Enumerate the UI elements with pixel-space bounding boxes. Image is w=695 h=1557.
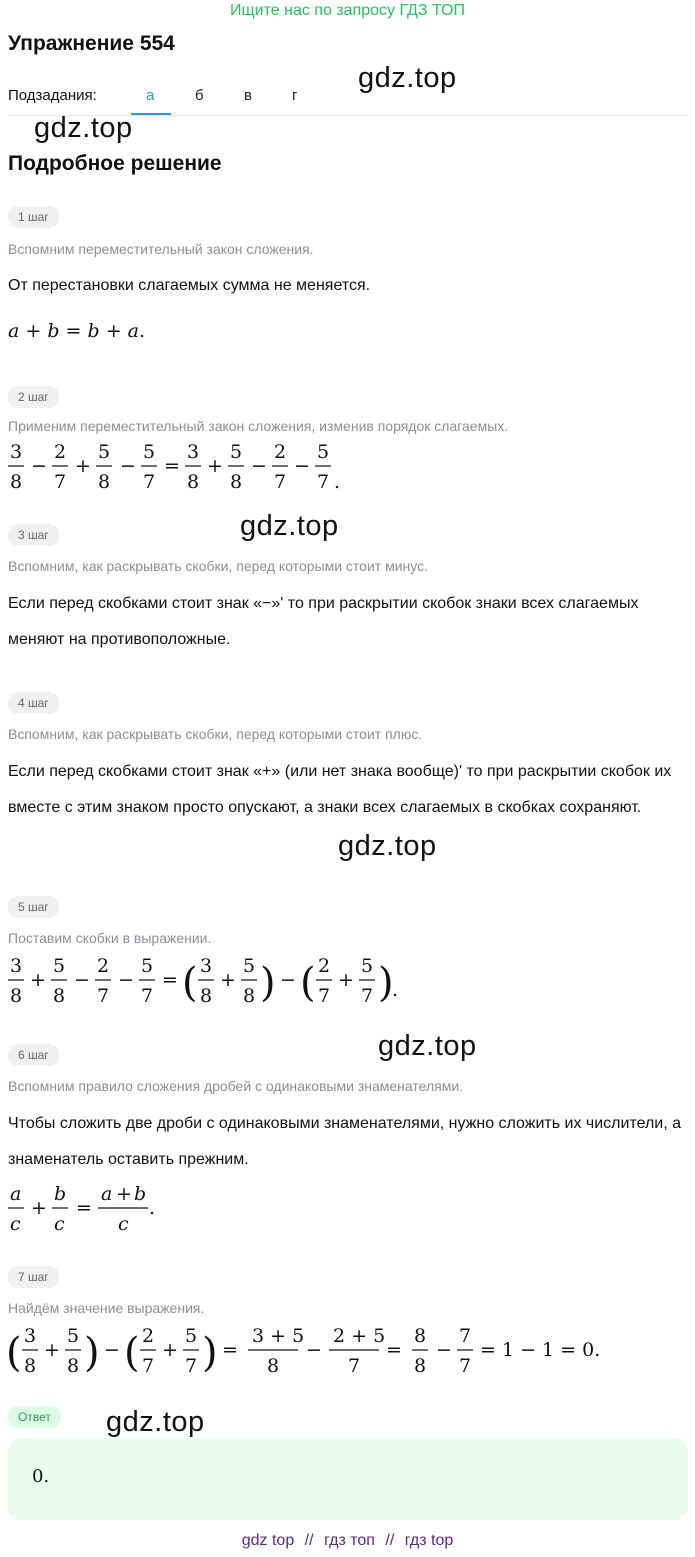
svg-text:(: ( (182, 960, 198, 1006)
answer-box (8, 1438, 688, 1520)
step-text: Чтобы сложить две дроби с одинаковыми знаменателями, нужно сложить их числители, а знаменатель оставить прежним. (8, 1115, 682, 1168)
svg-text:+: + (220, 969, 236, 991)
svg-text:3: 3 (10, 955, 23, 977)
step-note: Вспомним правило сложения дробей с одинаковыми знаменателями. (8, 1078, 464, 1094)
svg-text:−: − (436, 1339, 452, 1361)
svg-text:−: − (118, 969, 134, 991)
svg-text:+: + (30, 969, 46, 991)
svg-text:+: + (207, 455, 223, 477)
svg-text:8: 8 (10, 985, 23, 1007)
step-note: Поставим скобки в выражении. (8, 930, 212, 946)
svg-text:7: 7 (141, 985, 154, 1007)
search-banner: Ищите нас по запросу ГДЗ ТОП (230, 2, 465, 19)
svg-text:): ) (202, 1330, 218, 1376)
svg-text:8: 8 (414, 1325, 427, 1347)
svg-text:7: 7 (97, 985, 110, 1007)
svg-text:(: ( (300, 960, 316, 1006)
svg-text:): ) (260, 960, 276, 1006)
svg-text:c: c (118, 1213, 129, 1235)
subtask-tab-g[interactable]: г (292, 87, 298, 104)
svg-text:7: 7 (318, 985, 331, 1007)
formula-step6 (6, 1180, 166, 1238)
footer-separator: // (304, 1532, 314, 1549)
subtask-tab-a[interactable]: а (146, 87, 155, 104)
svg-text:b: b (134, 1183, 147, 1205)
svg-text:−: − (74, 969, 90, 991)
subtask-tab-b[interactable]: б (195, 87, 204, 104)
svg-text:5: 5 (317, 441, 330, 463)
svg-text:−: − (294, 455, 310, 477)
svg-text:5: 5 (230, 441, 243, 463)
svg-text:8: 8 (10, 471, 23, 493)
step-text: Если перед скобками стоит знак «+» (или нет знака вообще)' то при раскрытии скобок их вместе с этим знаком просто опускают, а знаки всех слагаемых в скобках сохраняют. (8, 763, 672, 816)
step-badge: 6 шаг (8, 1044, 59, 1066)
svg-text:8: 8 (414, 1355, 427, 1377)
step-badge: 7 шаг (8, 1266, 59, 1288)
step-note: Применим переместительный закон сложения, изменив порядок слагаемых. (8, 418, 509, 434)
step-note: Вспомним переместительный закон сложения. (8, 241, 314, 257)
svg-text:7: 7 (54, 471, 67, 493)
svg-text:+: + (44, 1339, 60, 1361)
svg-text:8: 8 (267, 1355, 280, 1377)
svg-text:5: 5 (361, 955, 374, 977)
svg-text:3: 3 (187, 441, 200, 463)
svg-text:7: 7 (274, 471, 287, 493)
svg-text:7: 7 (459, 1325, 472, 1347)
svg-text:8: 8 (230, 471, 243, 493)
svg-text:(: ( (124, 1330, 140, 1376)
watermark: gdz.top (106, 1406, 205, 1438)
step-text: Если перед скобками стоит знак «−»' то при раскрытии скобок знаки всех слагаемых меняют на противоположные. (8, 595, 639, 648)
svg-text:5: 5 (185, 1325, 198, 1347)
svg-text:3 + 5: 3 + 5 (252, 1325, 305, 1347)
svg-text:=: = (164, 455, 180, 477)
subtasks-label: Подзадания: (8, 87, 97, 104)
svg-text:(: ( (6, 1330, 22, 1376)
svg-text:8: 8 (98, 471, 111, 493)
svg-text:8: 8 (243, 985, 256, 1007)
svg-text:−: − (120, 455, 136, 477)
section-title: Подробное решение (8, 152, 222, 175)
svg-text:3: 3 (24, 1325, 37, 1347)
footer-link[interactable]: гдз топ (324, 1532, 375, 1549)
step-badge: 3 шаг (8, 524, 59, 546)
footer-link[interactable]: gdz top (241, 1532, 295, 1549)
svg-text:−: − (280, 969, 296, 991)
watermark: gdz.top (338, 830, 437, 862)
svg-text:7: 7 (459, 1355, 472, 1377)
svg-text:2: 2 (97, 955, 110, 977)
svg-text:3: 3 (10, 441, 23, 463)
step-badge: 4 шаг (8, 692, 59, 714)
watermark: gdz.top (240, 510, 339, 542)
page-title: Упражнение 554 (8, 32, 175, 55)
step-note: Вспомним, как раскрывать скобки, перед которыми стоит плюс. (8, 726, 423, 742)
svg-text:5: 5 (141, 955, 154, 977)
svg-text:): ) (378, 960, 394, 1006)
svg-text:5: 5 (243, 955, 256, 977)
svg-text:+: + (31, 1197, 47, 1219)
svg-text:5: 5 (98, 441, 111, 463)
svg-text:b: b (54, 1183, 67, 1205)
watermark: gdz.top (378, 1030, 477, 1062)
formula-step7 (6, 1322, 606, 1382)
svg-text:3: 3 (200, 955, 213, 977)
step-text: От перестановки слагаемых сумма не меняется. (8, 277, 371, 294)
svg-text:7: 7 (142, 1355, 155, 1377)
step-note: Вспомним, как раскрывать скобки, перед которыми стоит минус. (8, 558, 428, 574)
svg-text:2: 2 (54, 441, 67, 463)
step-note: Найдём значение выражения. (8, 1300, 205, 1316)
svg-text:.: . (334, 471, 341, 493)
svg-text:7: 7 (143, 471, 156, 493)
svg-text:7: 7 (361, 985, 374, 1007)
svg-text:5: 5 (143, 441, 156, 463)
svg-text:−: − (306, 1339, 322, 1361)
svg-text:=: = (76, 1197, 92, 1219)
svg-text:+: + (116, 1183, 132, 1205)
answer-value: 0. (32, 1466, 50, 1487)
watermark: gdz.top (34, 112, 133, 144)
svg-text:8: 8 (200, 985, 213, 1007)
svg-text:=: = (162, 969, 178, 991)
step-badge: 2 шаг (8, 386, 59, 408)
svg-text:.: . (149, 1197, 156, 1219)
svg-text:+: + (75, 455, 91, 477)
svg-text:+: + (162, 1339, 178, 1361)
svg-text:−: − (31, 455, 47, 477)
step-badge: 5 шаг (8, 896, 59, 918)
svg-text:8: 8 (24, 1355, 37, 1377)
formula-commutative: a + b = b + a. (8, 320, 146, 342)
step-badge: 1 шаг (8, 206, 59, 228)
svg-text:8: 8 (67, 1355, 80, 1377)
svg-text:8: 8 (53, 985, 66, 1007)
formula-step5 (6, 952, 406, 1012)
svg-text:8: 8 (187, 471, 200, 493)
svg-text:2: 2 (274, 441, 287, 463)
svg-text:7: 7 (185, 1355, 198, 1377)
answer-badge: Ответ (8, 1406, 61, 1428)
svg-text:2: 2 (318, 955, 331, 977)
svg-text:): ) (84, 1330, 100, 1376)
footer-links (0, 1532, 695, 1550)
svg-text:−: − (104, 1339, 120, 1361)
svg-text:=: = (222, 1339, 238, 1361)
svg-text:5: 5 (67, 1325, 80, 1347)
formula-step2 (6, 438, 346, 494)
svg-text:=: = (386, 1339, 402, 1361)
watermark: gdz.top (358, 62, 457, 94)
svg-text:+: + (338, 969, 354, 991)
svg-text:a: a (101, 1183, 113, 1205)
svg-text:.: . (392, 979, 399, 1001)
subtask-tab-v[interactable]: в (244, 87, 252, 104)
svg-text:7: 7 (348, 1355, 361, 1377)
svg-text:5: 5 (53, 955, 66, 977)
footer-link[interactable]: гдз top (404, 1532, 454, 1549)
svg-text:c: c (54, 1213, 65, 1235)
svg-text:−: − (251, 455, 267, 477)
svg-text:c: c (10, 1213, 21, 1235)
footer-separator: // (385, 1532, 395, 1549)
svg-text:2: 2 (142, 1325, 155, 1347)
svg-text:2 + 5: 2 + 5 (333, 1325, 386, 1347)
svg-text:= 1 − 1 = 0.: = 1 − 1 = 0. (480, 1339, 601, 1361)
svg-text:a: a (10, 1183, 22, 1205)
svg-text:7: 7 (317, 471, 330, 493)
